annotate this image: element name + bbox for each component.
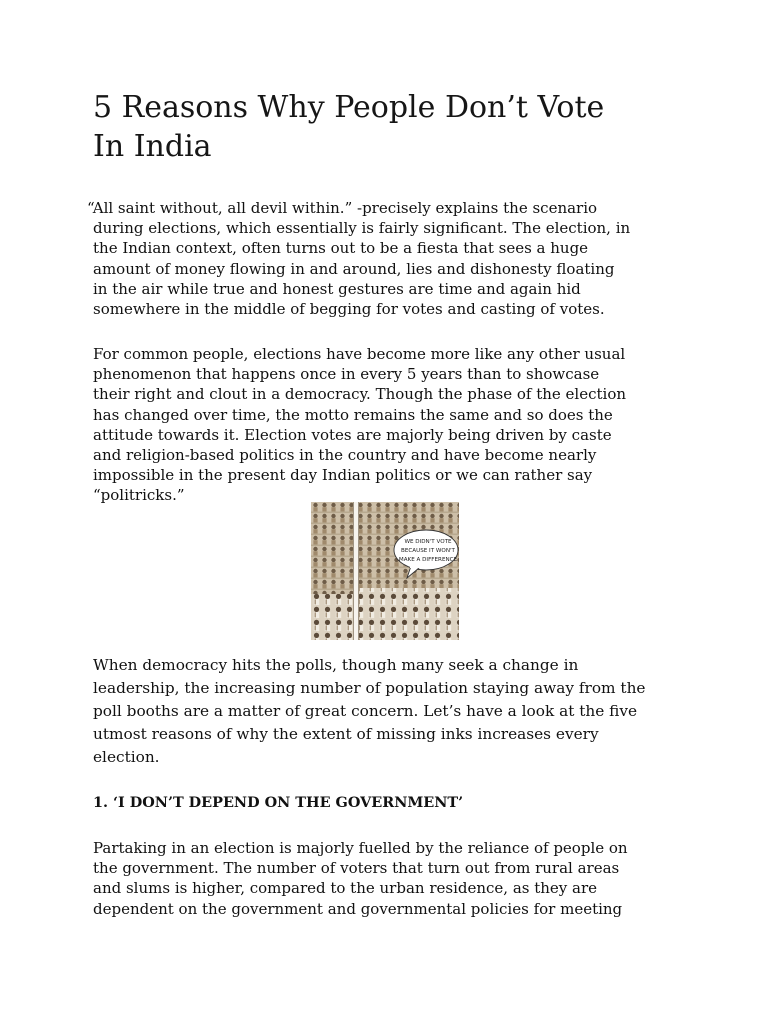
speech-bubble-line: WE DIDN'T VOTE — [404, 539, 452, 545]
text-line: the government. The number of voters that turn out from rural areas — [93, 859, 620, 878]
text-line: somewhere in the middle of begging for votes and casting of votes. — [93, 300, 605, 319]
text-line: impossible in the present day Indian politics or we can rather say — [93, 466, 593, 485]
title-line: 5 Reasons Why People Don’t Vote — [93, 90, 605, 125]
text-line: “politricks.” — [93, 486, 185, 505]
text-line: phenomenon that happens once in every 5 years than to showcase — [93, 365, 600, 384]
text-line: the Indian context, often turns out to be a fiesta that sees a huge — [93, 239, 589, 258]
title-line: In India — [93, 129, 212, 164]
paragraph-common-people — [93, 344, 683, 506]
voter-crowd-cartoon — [311, 502, 459, 640]
speech-bubble-line: BECAUSE IT WON'T — [401, 548, 455, 554]
paragraph-democracy-polls — [93, 654, 683, 769]
text-line: has changed over time, the motto remains the same and so does the — [93, 405, 613, 424]
text-line: attitude towards it. Election votes are majorly being driven by caste — [93, 425, 612, 444]
text-line: their right and clout in a democracy. Though the phase of the election — [93, 385, 627, 404]
text-line: during elections, which essentially is fairly significant. The election, in — [93, 219, 631, 238]
text-line: in the air while true and honest gestures are time and again hid — [93, 279, 581, 298]
text-line: When democracy hits the polls, though many seek a change in — [93, 656, 579, 674]
text-line: leadership, the increasing number of population staying away from the — [93, 679, 646, 697]
text-line: poll booths are a matter of great concern. Let’s have a look at the five — [93, 702, 638, 720]
text-line: utmost reasons of why the extent of missing inks increases every — [93, 725, 599, 743]
speech-bubble-line: MAKE A DIFFERENCE — [398, 557, 458, 563]
text-line: and slums is higher, compared to the urban residence, as they are — [93, 879, 598, 898]
text-line: and religion-based politics in the country and have become nearly — [93, 446, 597, 465]
paragraph-government-reliance — [93, 838, 683, 919]
text-line: dependent on the government and governmental policies for meeting — [93, 899, 623, 918]
text-line: amount of money flowing in and around, lies and dishonesty floating — [93, 259, 615, 278]
paragraph-intro — [87, 198, 683, 319]
text-line: “All saint without, all devil within.” -precisely explains the scenario — [87, 199, 598, 217]
article-title — [93, 88, 693, 166]
section-heading: 1. ‘I DON’T DEPEND ON THE GOVERNMENT’ — [93, 794, 464, 811]
text-line: Partaking in an election is majorly fuelled by the reliance of people on — [93, 839, 628, 857]
text-line: For common people, elections have become more like any other usual — [93, 345, 626, 363]
text-line: election. — [93, 748, 160, 766]
